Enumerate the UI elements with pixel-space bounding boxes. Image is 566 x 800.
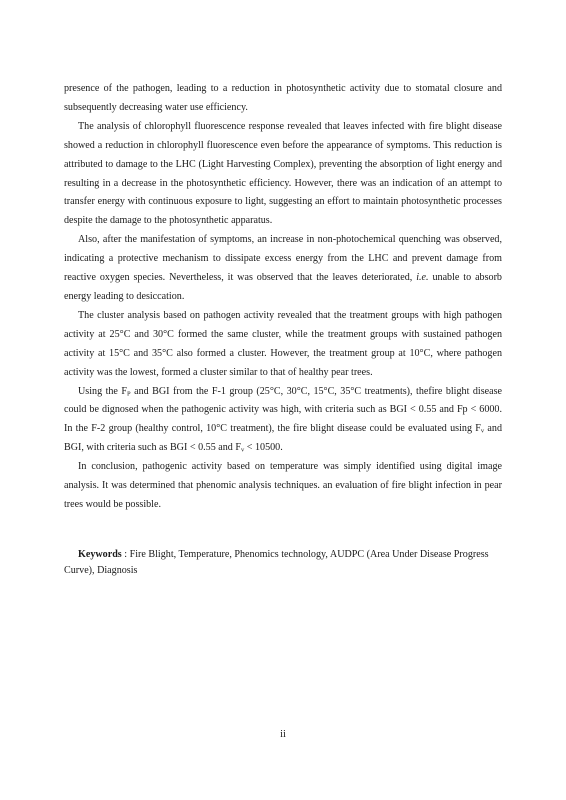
paragraph-3-italic: i.e. (416, 272, 429, 284)
paragraph-2: The analysis of chlorophyll fluorescence response revealed that leaves infected with fire blight disease showed a reduction in chlorophyll fluorescence even before the appearance of symptoms. This reduction is attributed to damage to the LHC (Light Harvesting Complex), preventing the absorption of light energy and resulting in a decrease in the photosynthetic efficiency. However, there was an indication of an attempt to transfer energy with continuous exposure to light, suggesting an effort to maintain photosynthetic processes despite the damage to the photosynthetic apparatus. (64, 120, 502, 227)
paragraph-5-text-d: < 10500. (244, 442, 283, 454)
paragraph-5-text-a: Using the F (78, 385, 127, 397)
subscript-v-2: v (240, 446, 245, 454)
subscript-p: P (127, 390, 131, 397)
paragraph-6: In conclusion, pathogenic activity based on temperature was simply identified using digital image analysis. It was determined that phenomic analysis techniques. an evaluation of fire blight infection in pear trees would be possible. (64, 461, 502, 510)
paragraph-3-text-b: unable to absorb energy leading to desiccation. (64, 272, 502, 302)
paragraph-5 (64, 383, 502, 459)
paragraph-5-text-b: and BGI from the F-1 group (25°C, 30°C, 15°C, 35°C treatments), thefire blight disease could be dignosed when the pathogenic activity was high, with criteria such as BGI < 0.55 and Fp < 6000. In the F-2 group (healthy control, 10°C treatment), the fire blight disease could be evaluated using F (64, 385, 503, 435)
keywords-separator: : (121, 549, 130, 560)
subscript-v-1: v (480, 427, 485, 435)
paragraph-3 (64, 231, 502, 307)
keywords-text: Fire Blight, Temperature, Phenomics technology, AUDPC (Area Under Disease Progress Curve), Diagnosis (64, 549, 489, 576)
paragraph-3-text-a: Also, after the manifestation of symptoms, an increase in non-photochemical quenching was observed, indicating a protective mechanism to dissipate excess energy from the LHC and prevent damage from reactive oxygen species. Nevertheless, it was observed that the leaves deteriorated, (64, 234, 502, 284)
abstract-body (64, 80, 502, 515)
paragraph-5-text-c: and BGI, with criteria such as BGI < 0.55 and F (64, 423, 502, 454)
paragraph-4: The cluster analysis based on pathogen activity revealed that the treatment groups with high pathogen activity at 25°C and 30°C formed the same cluster, while the treatment groups with sustained pathogen activity at 15°C and 35°C also formed a cluster. However, the treatment group at 10°C, where pathogen activity was the lowest, formed a cluster similar to that of healthy pear trees. (64, 309, 502, 378)
page-number: ii (280, 729, 286, 740)
keywords-label: Keywords (78, 549, 122, 560)
paragraph-1: presence of the pathogen, leading to a reduction in photosynthetic activity due to stomatal closure and subsequently decreasing water use efficiency. (64, 83, 502, 113)
keywords-section (64, 547, 504, 578)
